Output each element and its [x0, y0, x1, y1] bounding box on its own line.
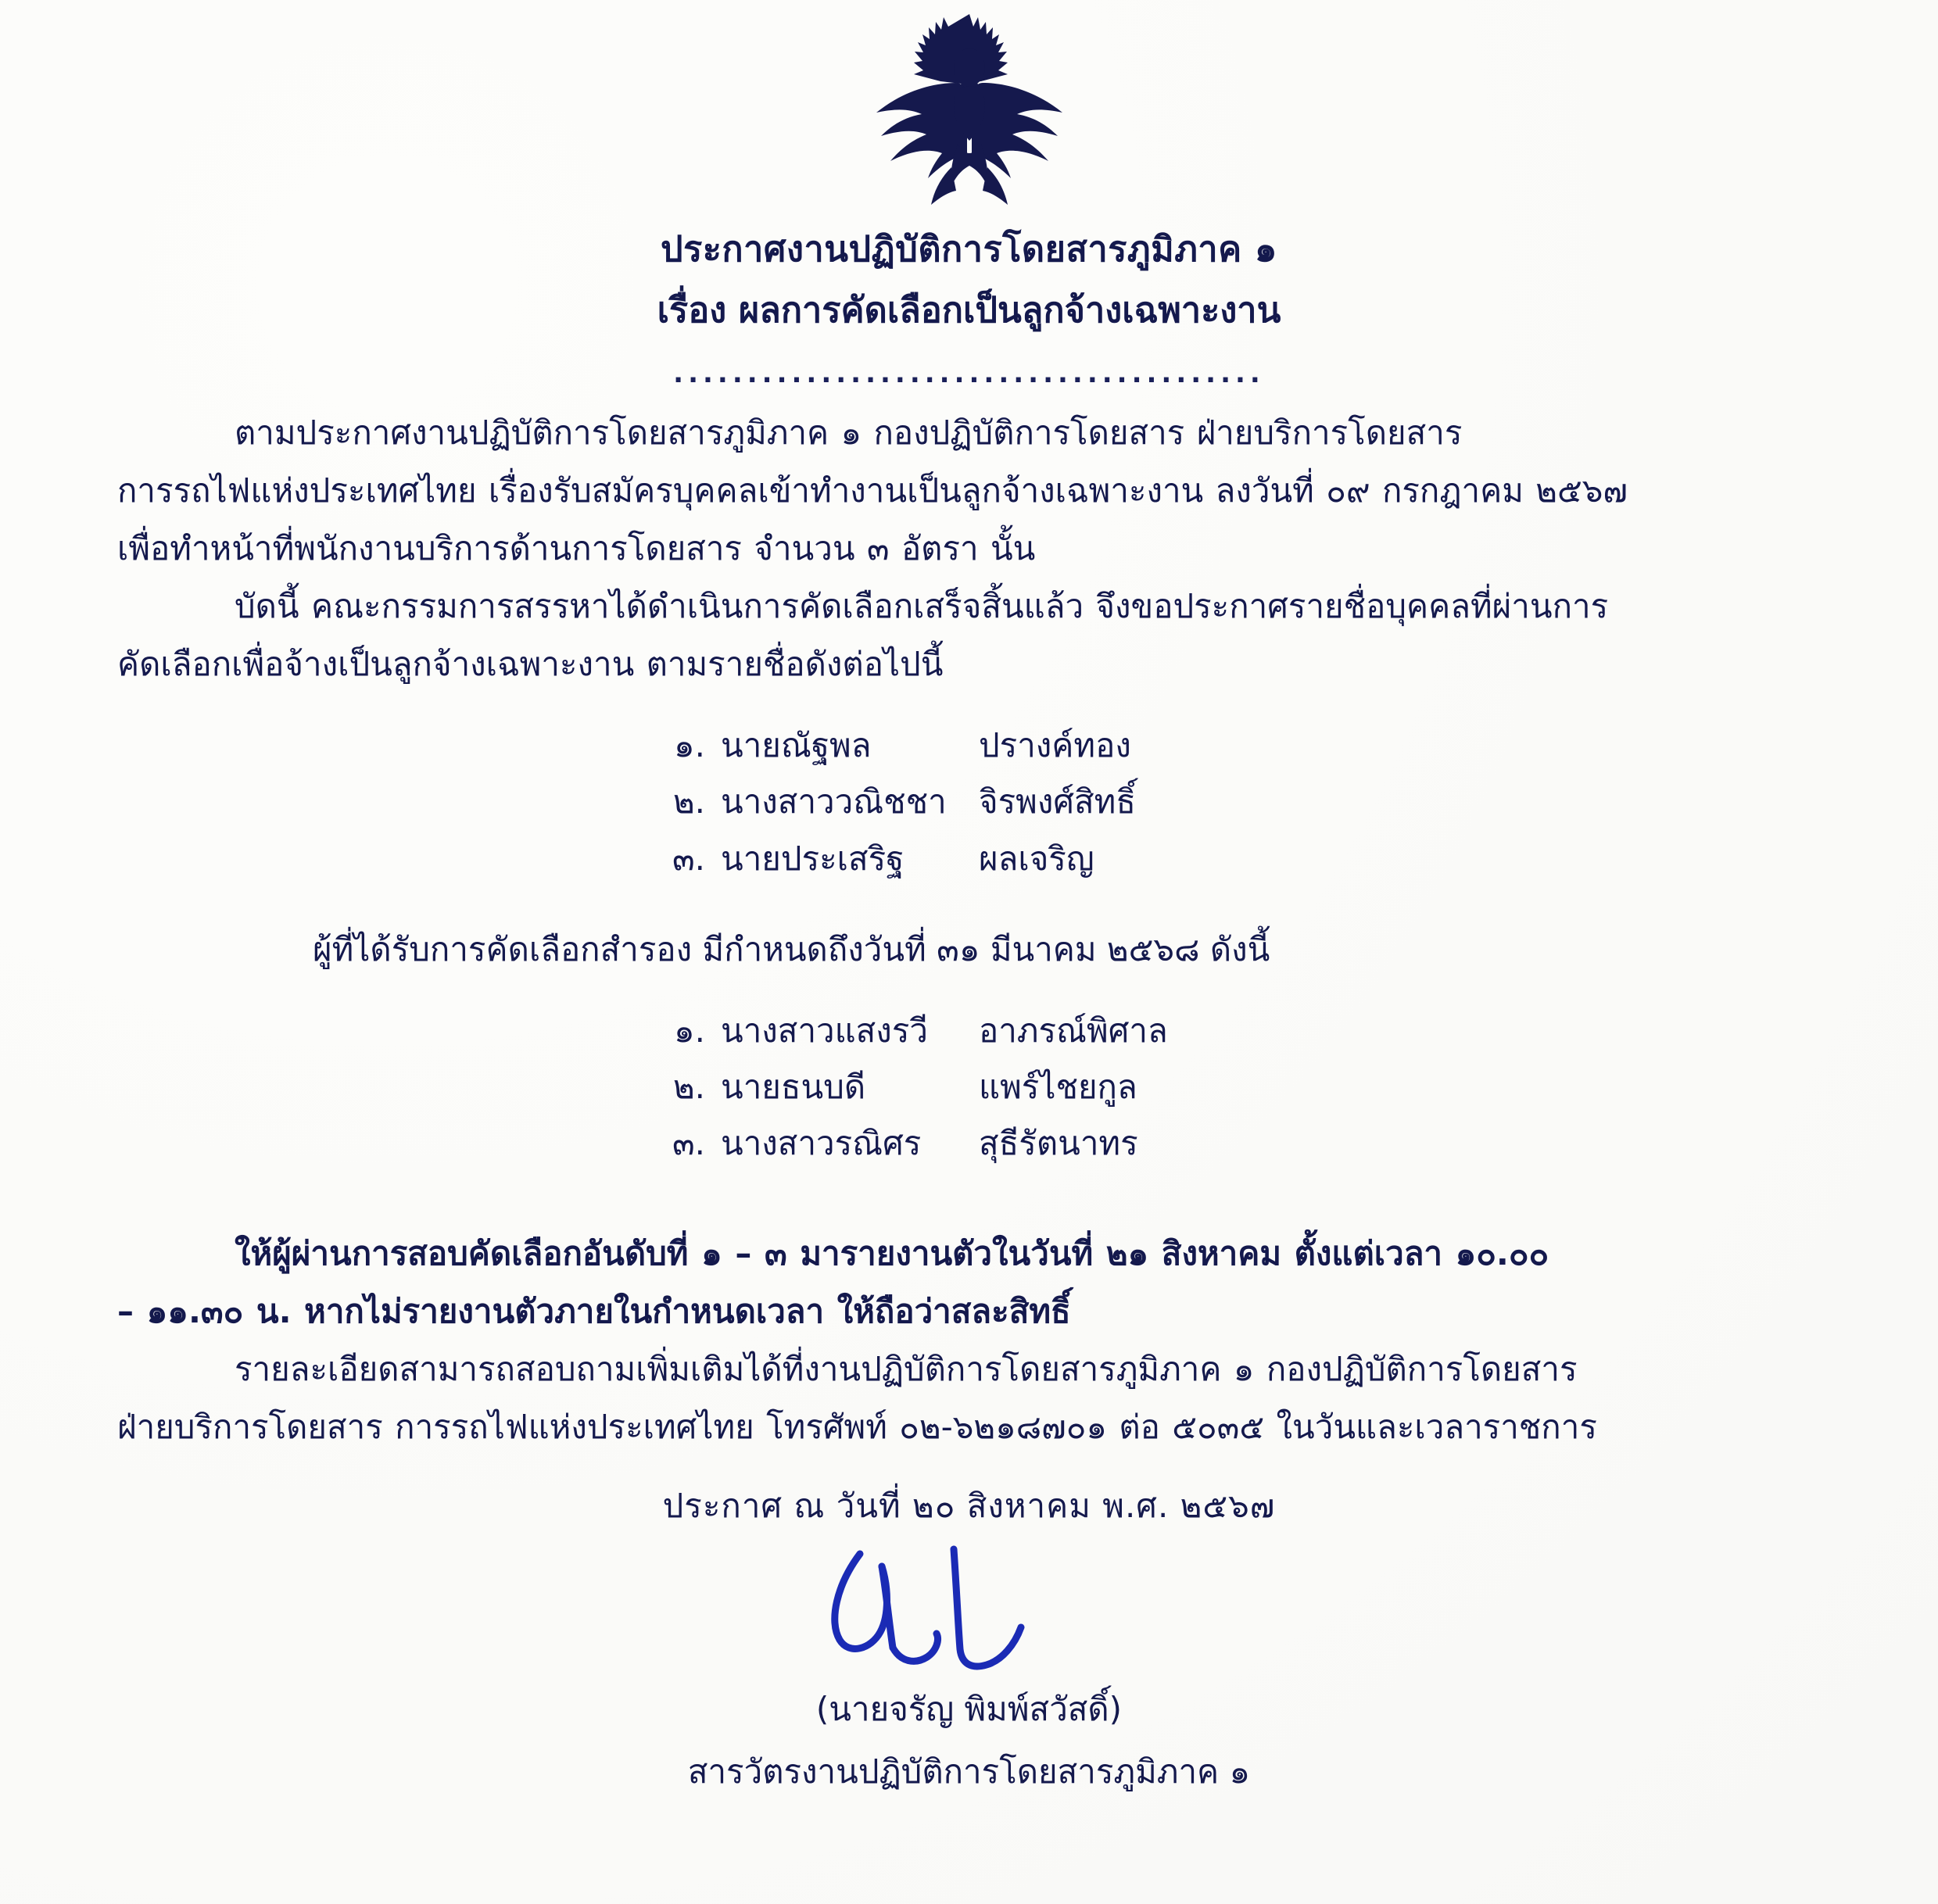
- page-subtitle: เรื่อง ผลการคัดเลือกเป็นลูกจ้างเฉพาะงาน: [657, 288, 1281, 331]
- paragraph-intro-3: เพื่อทำหน้าที่พนักงานบริการด้านการโดยสาร จำนวน ๓ อัตรา นั้น: [117, 529, 1036, 568]
- list-given-name: นายประเสริฐ: [721, 839, 905, 878]
- list-family-name: อาภรณ์พิศาล: [979, 1011, 1168, 1050]
- signer-name: (นายจรัญ พิมพ์สวัสดิ์): [815, 1689, 1123, 1728]
- list-family-name: ปรางค์ทอง: [979, 726, 1131, 765]
- list-given-name: นายธนบดี: [721, 1068, 866, 1107]
- signer-role: สารวัตรงานปฏิบัติการโดยสารภูมิภาค ๑: [687, 1752, 1251, 1791]
- list-index: ๒.: [672, 782, 705, 821]
- announcement-date: ประกาศ ณ วันที่ ๒๐ สิงหาคม พ.ศ. ๒๕๖๗: [662, 1486, 1276, 1525]
- selected-name-list: [117, 718, 1821, 887]
- list-item: [117, 718, 1821, 774]
- list-index: ๒.: [672, 1068, 705, 1107]
- reserve-heading: ผู้ที่ได้รับการคัดเลือกสำรอง มีกำหนดถึงวันที่ ๓๑ มีนาคม ๒๕๖๘ ดังนี้: [313, 929, 1270, 968]
- list-family-name: จิรพงศ์สิทธิ์: [979, 782, 1136, 821]
- paragraph-result-1: บัดนี้ คณะกรรมการสรรหาได้ดำเนินการคัดเลือกเสร็จสิ้นแล้ว จึงขอประกาศรายชื่อบุคคลที่ผ่านการ: [235, 587, 1609, 626]
- garuda-emblem: [864, 11, 1075, 210]
- contact-line-1: รายละเอียดสามารถสอบถามเพิ่มเติมได้ที่งานปฏิบัติการโดยสารภูมิภาค ๑ กองปฏิบัติการโดยสาร: [235, 1349, 1578, 1388]
- contact-line-2: ฝ่ายบริการโดยสาร การรถไฟแห่งประเทศไทย โทรศัพท์ ๐๒-๖๒๑๘๗๐๑ ต่อ ๕๐๓๕ ในวันและเวลาราชการ: [117, 1407, 1597, 1446]
- list-item: [117, 1003, 1821, 1059]
- paragraph-result-2: คัดเลือกเพื่อจ้างเป็นลูกจ้างเฉพาะงาน ตามรายชื่อดังต่อไปนี้: [117, 645, 944, 684]
- list-family-name: สุธีรัตนาทร: [979, 1124, 1138, 1163]
- paragraph-intro-1: ตามประกาศงานปฏิบัติการโดยสารภูมิภาค ๑ กองปฏิบัติการโดยสาร ฝ่ายบริการโดยสาร: [235, 413, 1463, 452]
- list-family-name: แพร์ไชยกูล: [979, 1068, 1137, 1107]
- list-given-name: นางสาววณิชชา: [721, 782, 947, 821]
- list-given-name: นายณัฐพล: [721, 726, 872, 765]
- report-notice-line-2: – ๑๑.๓๐ น. หากไม่รายงานตัวภายในกำหนดเวลา ให้ถือว่าสละสิทธิ์: [117, 1291, 1071, 1330]
- list-index: ๑.: [673, 726, 705, 765]
- body-text: [117, 406, 1821, 691]
- list-family-name: ผลเจริญ: [979, 839, 1094, 878]
- signature-block: [117, 1540, 1821, 1798]
- list-index: ๓.: [672, 839, 705, 878]
- handwritten-signature-icon: [805, 1540, 1134, 1688]
- list-item: [117, 1059, 1821, 1115]
- reserve-name-list: [117, 1003, 1821, 1172]
- report-notice-line-1: ให้ผู้ผ่านการสอบคัดเลือกอันดับที่ ๑ – ๓ มารายงานตัวในวันที่ ๒๑ สิงหาคม ตั้งแต่เวลา ๑๐.๐๐: [235, 1233, 1549, 1272]
- dotted-divider: ........................................: [673, 358, 1265, 389]
- list-given-name: นางสาวแสงรวี: [721, 1011, 928, 1050]
- list-index: ๓.: [672, 1124, 705, 1163]
- list-item: [117, 774, 1821, 830]
- title-block: [117, 223, 1821, 336]
- emblem-container: [117, 0, 1821, 210]
- list-item: [117, 1115, 1821, 1172]
- list-index: ๑.: [673, 1011, 705, 1050]
- list-given-name: นางสาวรณิศร: [721, 1124, 922, 1163]
- page-title: ประกาศงานปฏิบัติการโดยสารภูมิภาค ๑: [661, 228, 1277, 270]
- paragraph-intro-2: การรถไฟแห่งประเทศไทย เรื่องรับสมัครบุคคลเข้าทำงานเป็นลูกจ้างเฉพาะงาน ลงวันที่ ๐๙ กรกฎาคม ๒๕๖๗: [117, 471, 1628, 510]
- list-item: [117, 831, 1821, 887]
